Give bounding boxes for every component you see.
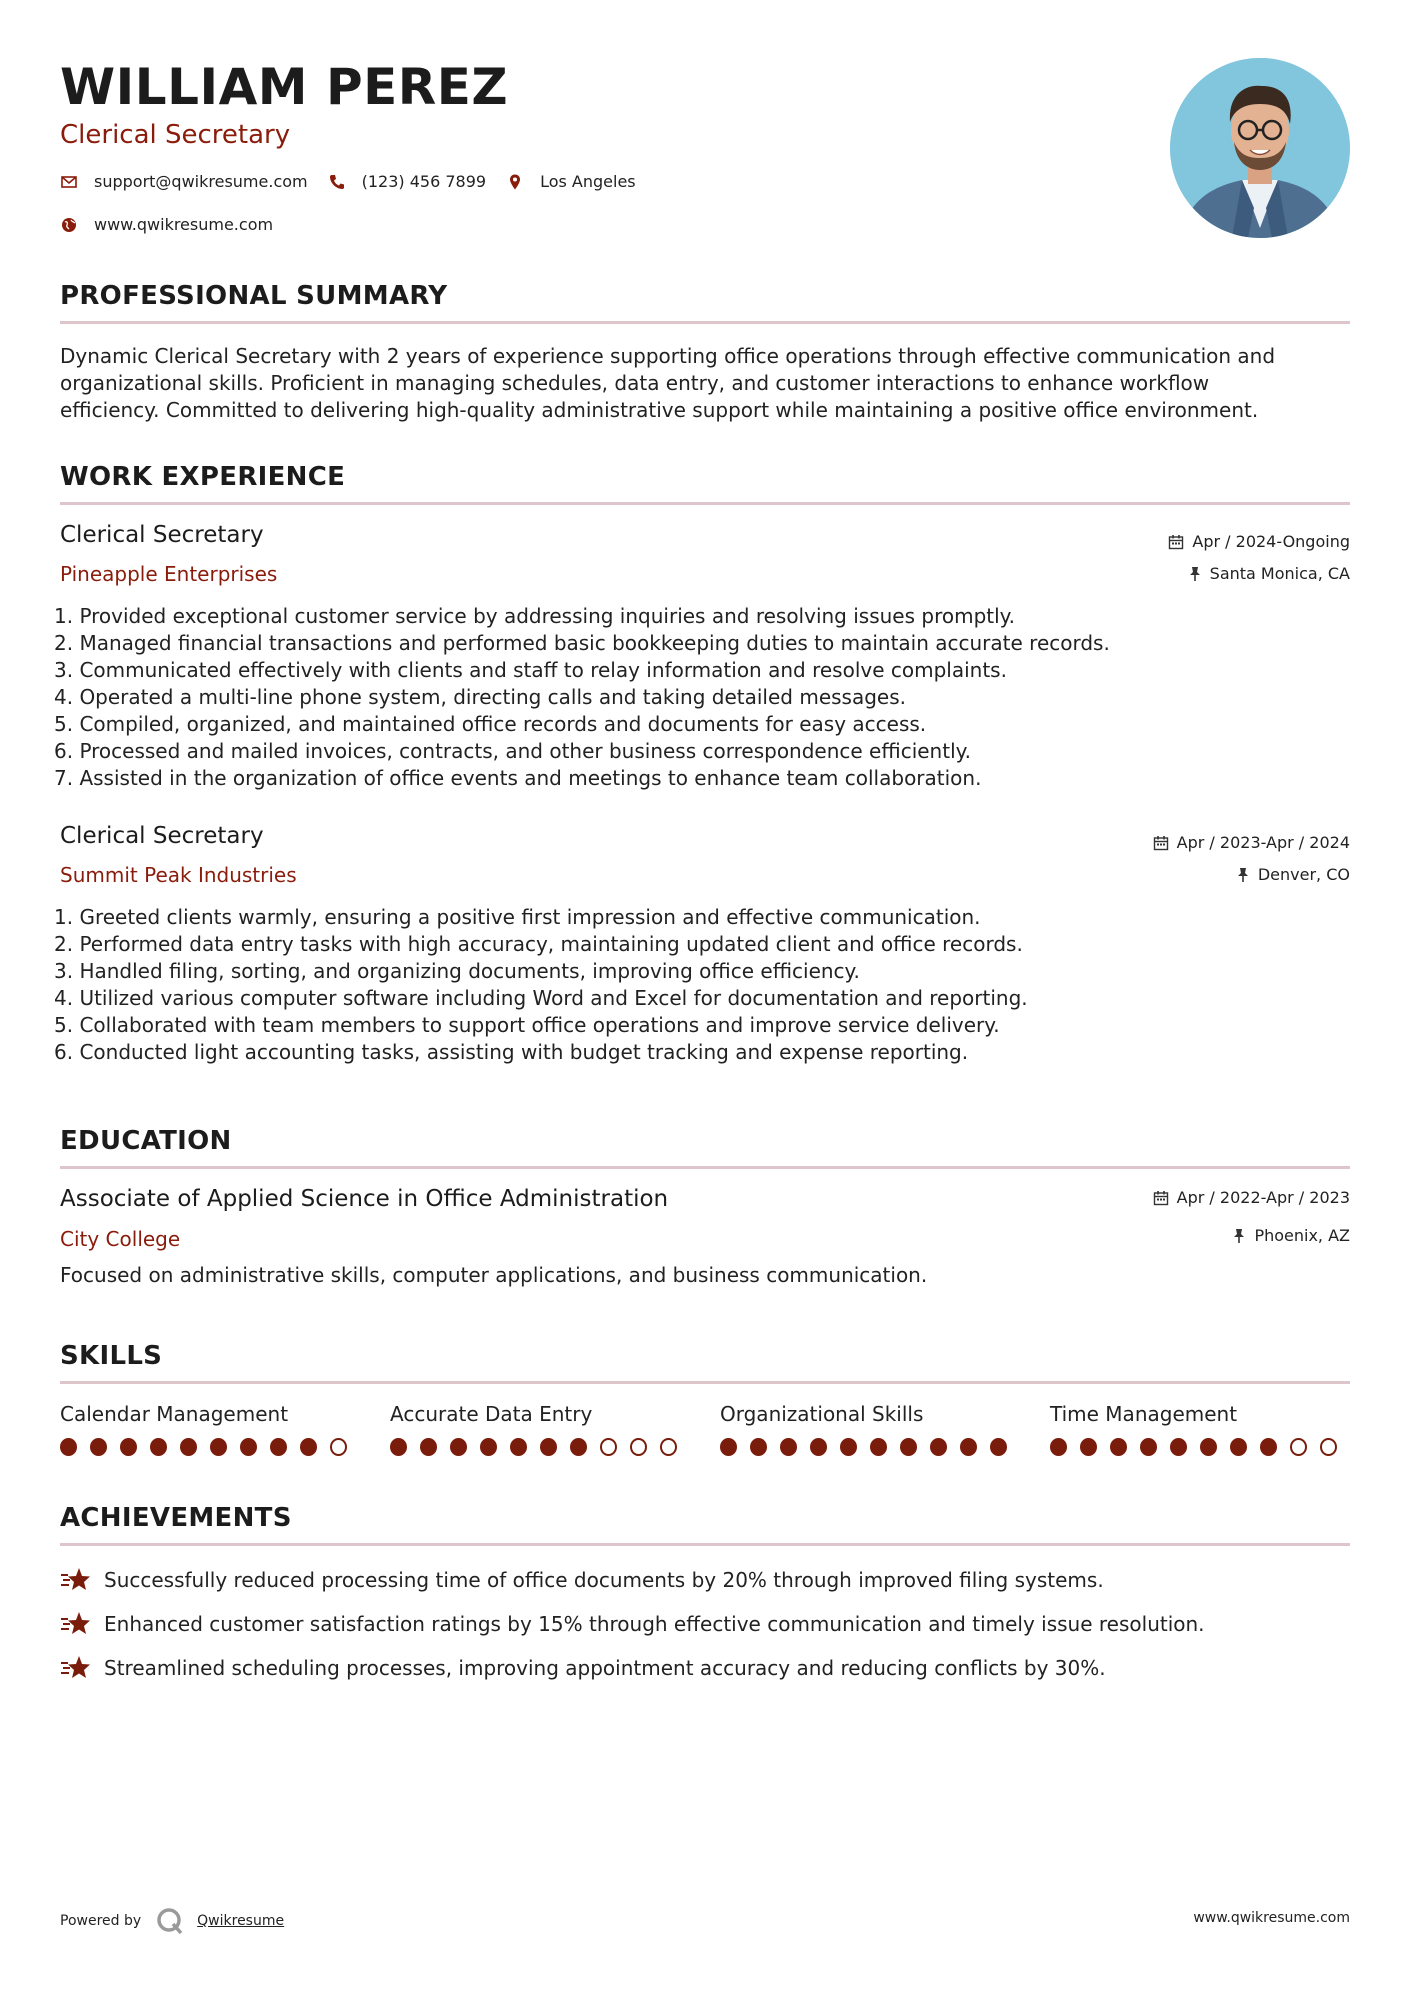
resume-page [54, 0, 1350, 1990]
list-item: 2. Performed data entry tasks with high accuracy, maintaining updated client and office records. [54, 932, 1023, 956]
list-item: 4. Utilized various computer software including Word and Excel for documentation and reporting. [54, 986, 1028, 1010]
skill-dot-filled [750, 1438, 767, 1456]
section-title-summary: PROFESSIONAL SUMMARY [60, 281, 448, 311]
skill-dot-filled [210, 1438, 227, 1456]
list-item: 4. Operated a multi-line phone system, directing calls and taking detailed messages. [54, 685, 907, 709]
section-divider [60, 1381, 1350, 1384]
contact-website [60, 215, 273, 234]
job-dates-text: Apr / 2023-Apr / 2024 [1176, 833, 1350, 852]
skill-item [1050, 1402, 1350, 1456]
skill-dot-filled [90, 1438, 107, 1456]
list-item: 3. Communicated effectively with clients and staff to relay information and resolve complaints. [54, 658, 1007, 682]
job-title: Clerical Secretary [60, 522, 264, 548]
location-text: Los Angeles [540, 172, 636, 191]
education-description: Focused on administrative skills, computer applications, and business communication. [60, 1263, 928, 1287]
skill-dot-filled [450, 1438, 467, 1456]
skill-name: Accurate Data Entry [390, 1402, 593, 1426]
job-dates-text: Apr / 2024-Ongoing [1192, 532, 1350, 551]
calendar-icon [1168, 534, 1184, 550]
calendar-icon [1153, 835, 1169, 851]
envelope-icon [60, 173, 78, 191]
contact-phone [328, 172, 486, 191]
skill-dot-filled [570, 1438, 587, 1456]
section-title-experience: WORK EXPERIENCE [60, 462, 346, 492]
achievement-text: Enhanced customer satisfaction ratings by 15% through effective communication and timely issue resolution. [104, 1612, 1205, 1636]
skill-dot-filled [930, 1438, 947, 1456]
section-divider [60, 1543, 1350, 1546]
list-item: 3. Handled filing, sorting, and organizing documents, improving office efficiency. [54, 959, 860, 983]
section-title-skills: SKILLS [60, 1341, 163, 1371]
avatar [1170, 58, 1350, 238]
email-link[interactable]: support@qwikresume.com [94, 172, 308, 191]
skill-item [720, 1402, 1020, 1456]
section-divider [60, 321, 1350, 324]
pushpin-icon [1188, 566, 1202, 582]
achievements-list [60, 1558, 1350, 1690]
job-dates [1168, 532, 1350, 551]
powered-by-label: Powered by [60, 1913, 142, 1929]
job-title: Clerical Secretary [60, 823, 264, 849]
job-company: Summit Peak Industries [60, 863, 297, 887]
skill-dot-filled [390, 1438, 407, 1456]
list-item: 1. Provided exceptional customer service by addressing inquiries and resolving issues promptly. [54, 604, 1016, 628]
skill-dot-filled [510, 1438, 527, 1456]
list-item: 7. Assisted in the organization of office events and meetings to enhance team collaboration. [54, 766, 982, 790]
map-pin-icon [506, 173, 524, 191]
skill-dot-filled [780, 1438, 797, 1456]
footer-website-link[interactable]: www.qwikresume.com [1193, 1910, 1350, 1926]
achievement-text: Streamlined scheduling processes, improving appointment accuracy and reducing conflicts by 30%. [104, 1656, 1106, 1680]
skill-dot-filled [810, 1438, 827, 1456]
skill-dot-filled [1110, 1438, 1127, 1456]
job-responsibilities [54, 603, 1344, 792]
education-degree: Associate of Applied Science in Office Administration [60, 1186, 669, 1212]
education-school: City College [60, 1227, 181, 1251]
skill-name: Organizational Skills [720, 1402, 924, 1426]
skill-dot-filled [60, 1438, 77, 1456]
list-item: 6. Processed and mailed invoices, contracts, and other business correspondence efficiently. [54, 739, 971, 763]
skill-dot-filled [840, 1438, 857, 1456]
job-location [1188, 564, 1350, 583]
skill-dot-filled [300, 1438, 317, 1456]
education-location [1232, 1226, 1350, 1245]
skill-dot-empty [660, 1438, 677, 1456]
calendar-icon [1153, 1190, 1169, 1206]
brand-link[interactable]: Qwikresume [197, 1913, 285, 1929]
candidate-title: Clerical Secretary [60, 120, 291, 150]
summary-line: organizational skills. Proficient in managing schedules, data entry, and customer interactions to enhance workflow [60, 371, 1210, 395]
skill-dot-filled [240, 1438, 257, 1456]
pushpin-icon [1236, 867, 1250, 883]
contact-email [60, 172, 308, 191]
website-link[interactable]: www.qwikresume.com [94, 215, 274, 234]
candidate-name: WILLIAM PEREZ [60, 58, 509, 116]
skill-dot-filled [1260, 1438, 1277, 1456]
job-location-text: Santa Monica, CA [1209, 564, 1350, 583]
list-item: 6. Conducted light accounting tasks, assisting with budget tracking and expense reporting. [54, 1040, 969, 1064]
skill-rating [60, 1438, 360, 1456]
job-responsibilities [54, 904, 1344, 1066]
skill-dot-filled [1080, 1438, 1097, 1456]
skill-dot-empty [1320, 1438, 1337, 1456]
skill-dot-filled [540, 1438, 557, 1456]
skill-dot-empty [630, 1438, 647, 1456]
skill-dot-empty [330, 1438, 347, 1456]
summary-line: efficiency. Committed to delivering high-quality administrative support while maintaining a positive office environment. [60, 398, 1259, 422]
star-achievement-icon [60, 1610, 92, 1638]
education-location-text: Phoenix, AZ [1254, 1226, 1350, 1245]
star-achievement-icon [60, 1566, 92, 1594]
section-divider [60, 502, 1350, 505]
list-item: 5. Compiled, organized, and maintained office records and documents for easy access. [54, 712, 927, 736]
section-title-education: EDUCATION [60, 1126, 232, 1156]
achievement-text: Successfully reduced processing time of office documents by 20% through improved filing systems. [104, 1568, 1104, 1592]
list-item [60, 1602, 1350, 1646]
contact-row-website [60, 215, 293, 234]
list-item: 2. Managed financial transactions and performed basic bookkeeping duties to maintain accurate records. [54, 631, 1110, 655]
skill-rating [390, 1438, 690, 1456]
skill-dot-filled [1200, 1438, 1217, 1456]
qwikresume-logo-icon [155, 1906, 185, 1936]
pushpin-icon [1232, 1228, 1246, 1244]
skill-dot-empty [600, 1438, 617, 1456]
skill-dot-filled [120, 1438, 137, 1456]
skill-dot-filled [1140, 1438, 1157, 1456]
job-location [1236, 865, 1350, 884]
contact-location [506, 172, 636, 191]
job-dates [1153, 833, 1350, 852]
resume-header [60, 58, 1350, 248]
education-dates [1153, 1188, 1350, 1207]
section-title-achievements: ACHIEVEMENTS [60, 1503, 292, 1533]
skill-dot-filled [720, 1438, 737, 1456]
section-divider [60, 1166, 1350, 1169]
skill-item [60, 1402, 360, 1456]
list-item: 5. Collaborated with team members to support office operations and improve service delivery. [54, 1013, 1000, 1037]
job-company: Pineapple Enterprises [60, 562, 278, 586]
skill-dot-empty [1290, 1438, 1307, 1456]
skill-rating [1050, 1438, 1350, 1456]
skill-dot-filled [480, 1438, 497, 1456]
skill-dot-filled [270, 1438, 287, 1456]
globe-icon [60, 216, 78, 234]
skill-dot-filled [900, 1438, 917, 1456]
skill-dot-filled [990, 1438, 1007, 1456]
skill-dot-filled [1170, 1438, 1187, 1456]
phone-icon [328, 173, 346, 191]
skill-dot-filled [1230, 1438, 1247, 1456]
skill-dot-filled [1050, 1438, 1067, 1456]
education-dates-text: Apr / 2022-Apr / 2023 [1176, 1188, 1350, 1207]
profile-photo [1170, 58, 1350, 238]
job-location-text: Denver, CO [1257, 865, 1350, 884]
skill-dot-filled [960, 1438, 977, 1456]
skill-dot-filled [420, 1438, 437, 1456]
phone-number: (123) 456 7899 [361, 172, 487, 191]
page-footer [60, 1900, 1350, 1934]
contact-row [60, 172, 656, 191]
skill-dot-filled [150, 1438, 167, 1456]
powered-by [60, 1906, 284, 1936]
list-item [60, 1558, 1350, 1602]
skill-item [390, 1402, 690, 1456]
skill-name: Time Management [1050, 1402, 1238, 1426]
summary-text [60, 343, 1350, 424]
skill-rating [720, 1438, 1020, 1456]
skill-name: Calendar Management [60, 1402, 289, 1426]
skill-dot-filled [180, 1438, 197, 1456]
summary-line: Dynamic Clerical Secretary with 2 years of experience supporting office operations through effective communication and [60, 344, 1276, 368]
star-achievement-icon [60, 1654, 92, 1682]
skill-dot-filled [870, 1438, 887, 1456]
list-item: 1. Greeted clients warmly, ensuring a positive first impression and effective communication. [54, 905, 981, 929]
list-item [60, 1646, 1350, 1690]
